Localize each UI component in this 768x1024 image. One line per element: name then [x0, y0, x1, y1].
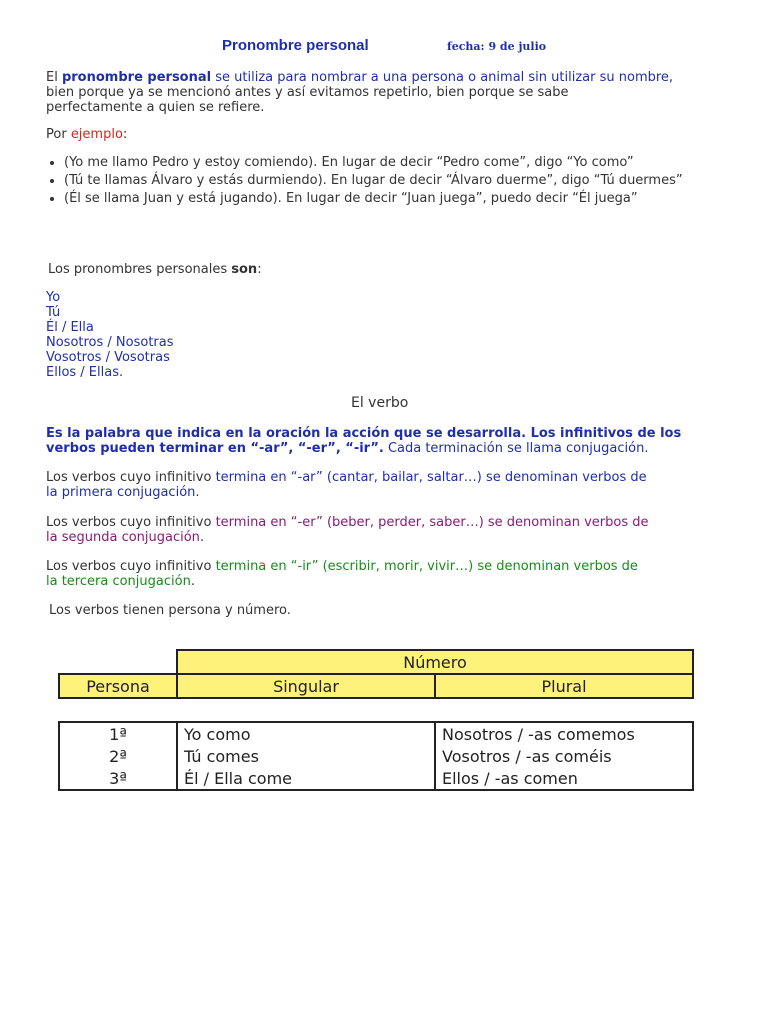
header-spacer	[59, 650, 177, 674]
pronouns-intro-text: Los pronombres personales	[48, 262, 232, 277]
table-row	[59, 767, 693, 790]
example-item: • (Yo me llamo Pedro y estoy comiendo). En lugar de decir “Pedro come”, digo “Yo como”	[64, 155, 724, 170]
ar-text: Los verbos cuyo infinitivo	[46, 470, 216, 485]
intro-text: El	[46, 70, 62, 85]
pronoun-item: Nosotros / Nosotras	[46, 335, 174, 350]
page-title: Pronombre personal	[222, 37, 369, 54]
intro-paragraph	[46, 70, 673, 115]
er-ending: termina en “-er”	[215, 515, 323, 530]
plural-cell: Ellos / -as comen	[435, 767, 693, 790]
ir-paragraph	[46, 559, 638, 589]
er-conjugation: la segunda conjugación	[46, 530, 200, 545]
plural-cell: Nosotros / -as comemos	[435, 722, 693, 745]
persona-header: Persona	[59, 674, 177, 698]
ar-period: .	[195, 485, 200, 500]
example-colon: :	[122, 127, 128, 142]
plural-cell: Vosotros / -as coméis	[435, 745, 693, 767]
verb-section-title: El verbo	[351, 395, 409, 411]
pronoun-item: Vosotros / Vosotras	[46, 350, 170, 365]
er-paragraph	[46, 515, 649, 545]
ir-text: Los verbos cuyo infinitivo	[46, 559, 216, 574]
verb-def-line-1: Es la palabra que indica en la oración la acción que se desarrolla. Los infinitivos de los	[46, 426, 682, 441]
example-list	[46, 155, 724, 209]
persona-cell: 2ª	[59, 745, 177, 767]
singular-cell: Él / Ella come	[177, 767, 435, 790]
er-period: .	[199, 530, 205, 545]
pronouns-colon: :	[257, 262, 262, 277]
ir-period: .	[190, 574, 195, 589]
example-intro-text: Por	[46, 127, 71, 142]
intro-line-1	[46, 70, 673, 85]
numero-header: Número	[177, 650, 693, 674]
er-examples: (beber, perder, saber…) se denominan verbos de	[322, 515, 649, 530]
singular-cell: Yo como	[177, 722, 435, 745]
conjugation-table	[58, 721, 694, 791]
pronoun-item: Ellos / Ellas.	[46, 365, 124, 380]
persona-cell: 1ª	[59, 722, 177, 745]
plural-header: Plural	[435, 674, 693, 698]
singular-cell: Tú comes	[177, 745, 435, 767]
er-text: Los verbos cuyo infinitivo	[46, 515, 216, 530]
intro-keyword: pronombre personal	[61, 70, 212, 85]
verbs-closing: Los verbos tienen persona y número.	[49, 603, 291, 618]
ar-paragraph	[46, 470, 647, 500]
pronoun-list	[46, 290, 174, 380]
pronoun-item: Él / Ella	[46, 320, 94, 335]
example-intro	[46, 127, 127, 142]
persona-cell: 3ª	[59, 767, 177, 790]
example-item: • (Él se llama Juan y está jugando). En lugar de decir “Juan juega”, puedo decir “Él juega”	[64, 191, 724, 206]
singular-header: Singular	[177, 674, 435, 698]
pronouns-intro	[48, 262, 262, 277]
conjugation-header-table	[58, 649, 694, 699]
ir-examples: (escribir, morir, vivir…) se denominan verbos de	[318, 559, 638, 574]
pronoun-item: Tú	[46, 305, 61, 320]
table-row	[59, 722, 693, 745]
table-row	[59, 745, 693, 767]
ir-conjugation: la tercera conjugación	[46, 574, 191, 589]
verb-def-normal: Cada terminación se llama conjugación.	[383, 441, 649, 456]
verb-definition	[46, 426, 681, 456]
ar-examples: (cantar, bailar, saltar…) se denominan verbos de	[322, 470, 647, 485]
ar-conjugation: la primera conjugación	[46, 485, 196, 500]
intro-line-2: bien porque ya se mencionó antes y así evitamos repetirlo, bien porque se sabe	[46, 85, 569, 100]
ir-ending: termina en “-ir”	[215, 559, 319, 574]
verb-def-line-2	[46, 441, 681, 456]
ar-ending: termina en “-ar”	[215, 470, 323, 485]
pronouns-keyword: son	[231, 262, 258, 277]
pronoun-item: Yo	[46, 290, 61, 305]
intro-text-blue: se utiliza para nombrar a una persona o animal sin utilizar su nombre,	[211, 70, 674, 85]
intro-line-3: perfectamente a quien se refiere.	[46, 100, 265, 115]
verb-def-bold: verbos pueden terminar en “-ar”, “-er”, “-ir”.	[46, 441, 384, 456]
page-date: fecha: 9 de julio	[447, 40, 547, 53]
example-item: • (Tú te llamas Álvaro y estás durmiendo). En lugar de decir “Álvaro duerme”, digo “Tú duermes”	[64, 173, 724, 188]
example-keyword: ejemplo	[70, 127, 123, 142]
